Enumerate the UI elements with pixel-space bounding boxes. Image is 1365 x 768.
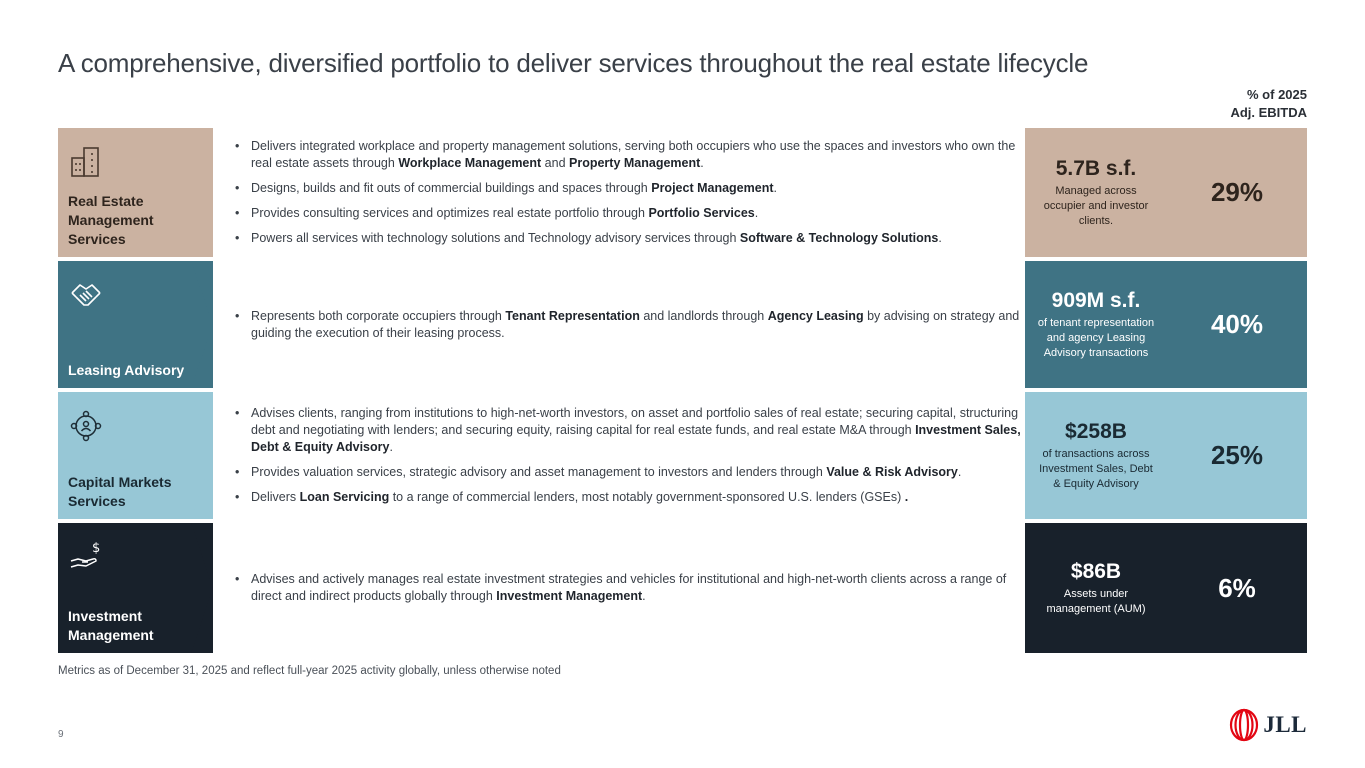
bullet-text: Powers all services with technology solutions and Technology advisory services through (251, 231, 740, 245)
ebitda-percentage: 6% (1218, 572, 1256, 603)
svg-text:$: $ (92, 541, 101, 556)
bullet-text: Provides valuation services, strategic advisory and asset management to investors and lenders through (251, 465, 827, 479)
metric-caption: of transactions across Investment Sales, Debt & Equity Advisory (1039, 448, 1153, 490)
bullet-text: and (541, 156, 569, 170)
bold-service-name: Investment Management (496, 589, 643, 603)
bullet-text: Delivers (251, 490, 300, 504)
bullet-text: . (938, 231, 942, 245)
segment-name: Leasing Advisory (68, 362, 185, 378)
ebitda-percentage: 40% (1210, 309, 1264, 339)
metric-caption: Assets under management (AUM) (1046, 588, 1146, 615)
bold-service-name: Agency Leasing (767, 308, 864, 323)
description-bullet (229, 571, 1023, 605)
bullet-text: . (700, 156, 704, 170)
segment-description (223, 523, 1023, 653)
segment-label-panel (58, 392, 213, 519)
bullet-text: Advises and actively manages real estate investment strategies and vehicles for institutional and high-net-worth clients across a range of direct and indirect products globally through (251, 572, 1007, 603)
metric-caption: of tenant representation and agency Leasing Advisory transactions (1037, 317, 1155, 359)
metric-value: $258B (1065, 420, 1127, 443)
description-bullet (229, 464, 1023, 481)
segment-row-real-estate-management (58, 128, 1307, 257)
description-bullet (229, 308, 1023, 342)
bullet-text: . (389, 440, 393, 454)
handshake-icon (68, 277, 104, 313)
ebitda-percentage: 29% (1210, 177, 1264, 207)
segment-description (223, 392, 1023, 519)
segment-row-investment-management (58, 523, 1307, 653)
network-people-icon (68, 408, 104, 444)
description-bullet (229, 230, 1023, 247)
bullet-text: to a range of commercial lenders, most notably government-sponsored U.S. lenders (GSEs) (389, 490, 905, 504)
description-bullet (229, 138, 1023, 172)
bold-service-name: Software & Technology Solutions (739, 231, 939, 245)
segment-row-leasing-advisory (58, 261, 1307, 388)
segment-row-capital-markets (58, 392, 1307, 519)
bullet-text: Provides consulting services and optimizes real estate portfolio through (251, 206, 649, 220)
segment-metrics (1025, 523, 1307, 653)
bullet-text: Delivers integrated workplace and property management solutions, serving both occupiers who use the spaces and investors who own the real estate assets through (251, 139, 1016, 170)
bullet-text: Designs, builds and fit outs of commercial buildings and spaces through (251, 181, 652, 195)
segment-metrics (1025, 392, 1307, 519)
bullet-text: . (642, 589, 646, 603)
bold-service-name: Value & Risk Advisory (826, 465, 958, 479)
description-bullet (229, 205, 1023, 222)
description-bullet (229, 489, 1023, 506)
bullet-text: Advises clients, ranging from institutions to high-net-worth investors, on asset and portfolio sales of real estate; securing capital, structuring debt and negotiating with lenders; and securing equity, raising capital for real estate funds, and real estate M&A through (251, 406, 1019, 437)
bullet-text: by advising on strategy and guiding the execution of their leasing process. (251, 308, 1020, 340)
bold-service-name: Project Management (651, 181, 774, 195)
segment-name: Investment Management (68, 608, 154, 643)
segment-metrics (1025, 261, 1307, 388)
jll-swirl-icon (1228, 708, 1260, 742)
ebitda-percentage: 25% (1210, 440, 1264, 470)
page-number: 9 (58, 729, 64, 740)
ebitda-header-line2: Adj. EBITDA (1230, 105, 1307, 120)
bold-service-name: Investment Sales, Debt & Equity Advisory (251, 423, 1021, 454)
bold-service-name: Workplace Management (398, 156, 542, 170)
segment-metrics (1025, 128, 1307, 257)
metric-value: $86B (1070, 560, 1122, 583)
ebitda-header-line1: % of 2025 (1247, 87, 1307, 102)
segment-description (223, 128, 1023, 257)
ebitda-column-header (1230, 86, 1307, 122)
bullet-text: . (754, 206, 759, 220)
description-bullet (229, 405, 1023, 456)
description-bullet (229, 180, 1023, 197)
chevron-arrow (191, 128, 213, 257)
segment-label-panel (58, 261, 213, 388)
bullet-text: and landlords through (639, 308, 768, 323)
segment-label-panel (58, 523, 213, 653)
page-title: A comprehensive, diversified portfolio to deliver services throughout the real estate lifecycle (58, 48, 1089, 78)
segment-description (223, 261, 1023, 388)
metric-caption: Managed across occupier and investor clients. (1043, 185, 1149, 227)
chevron-arrow (191, 392, 213, 519)
metric-value: 909M s.f. (1051, 289, 1141, 312)
bold-service-name: Tenant Representation (505, 308, 640, 323)
bold-service-name: . (904, 490, 909, 504)
bullet-text: . (773, 181, 777, 195)
bullet-text: . (957, 465, 962, 479)
building-icon (68, 144, 104, 180)
segment-label-panel (58, 128, 213, 257)
segment-name: Capital Markets Services (68, 474, 172, 509)
bold-service-name: Loan Servicing (299, 490, 390, 504)
bold-service-name: Property Management (569, 156, 701, 170)
segment-name: Real Estate Management Services (68, 193, 154, 247)
chevron-arrow (191, 261, 213, 388)
chevron-arrow (191, 523, 213, 653)
jll-logo (1228, 708, 1307, 742)
bold-service-name: Portfolio Services (648, 206, 755, 220)
footnote: Metrics as of December 31, 2025 and reflect full-year 2025 activity globally, unless otherwise noted (58, 665, 561, 677)
hand-dollar-icon (68, 539, 104, 575)
logo-wordmark: JLL (1263, 712, 1307, 737)
bullet-text: Represents both corporate occupiers through (251, 308, 506, 323)
metric-value: 5.7B s.f. (1055, 157, 1137, 180)
